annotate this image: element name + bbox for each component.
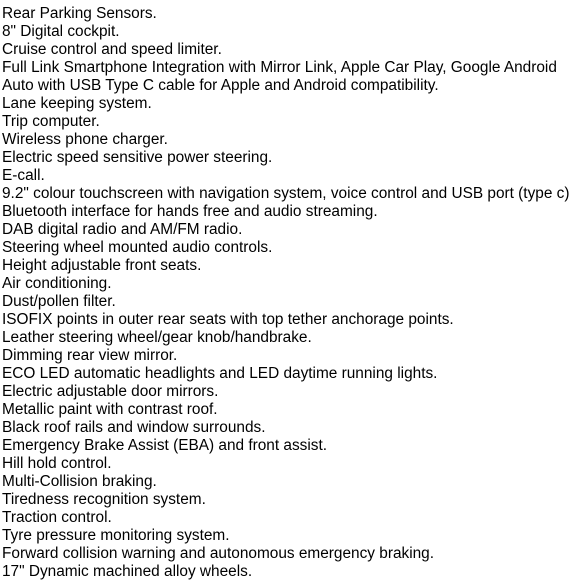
feature-item: ECO LED automatic headlights and LED daytime running lights.: [2, 365, 438, 382]
feature-item: Rear Parking Sensors.: [2, 5, 157, 22]
feature-item: Full Link Smartphone Integration with Mirror Link, Apple Car Play, Google Android: [2, 59, 557, 76]
feature-item: Tyre pressure monitoring system.: [2, 527, 230, 544]
feature-item: Steering wheel mounted audio controls.: [2, 239, 273, 256]
feature-item: Hill hold control.: [2, 455, 112, 472]
feature-item: Bluetooth interface for hands free and audio streaming.: [2, 203, 378, 220]
feature-item: Forward collision warning and autonomous emergency braking.: [2, 545, 435, 562]
feature-item: Leather steering wheel/gear knob/handbrake.: [2, 329, 312, 346]
feature-item: Electric adjustable door mirrors.: [2, 383, 219, 400]
feature-item: 9.2" colour touchscreen with navigation system, voice control and USB port (type c): [2, 185, 570, 202]
feature-item: E-call.: [2, 167, 45, 184]
feature-item: Cruise control and speed limiter.: [2, 41, 222, 58]
feature-item: Emergency Brake Assist (EBA) and front assist.: [2, 437, 328, 454]
feature-item: 8" Digital cockpit.: [2, 23, 120, 40]
feature-item: Metallic paint with contrast roof.: [2, 401, 218, 418]
feature-item: DAB digital radio and AM/FM radio.: [2, 221, 243, 238]
feature-item: Air conditioning.: [2, 275, 112, 292]
feature-item: Traction control.: [2, 509, 112, 526]
feature-item: Electric speed sensitive power steering.: [2, 149, 273, 166]
feature-item: Wireless phone charger.: [2, 131, 168, 148]
feature-item: Height adjustable front seats.: [2, 257, 202, 274]
feature-item: ISOFIX points in outer rear seats with top tether anchorage points.: [2, 311, 454, 328]
feature-item: Multi-Collision braking.: [2, 473, 157, 490]
feature-item: Dimming rear view mirror.: [2, 347, 178, 364]
feature-item: 17" Dynamic machined alloy wheels.: [2, 563, 253, 580]
feature-item: Dust/pollen filter.: [2, 293, 116, 310]
feature-item: Trip computer.: [2, 113, 100, 130]
feature-item: Lane keeping system.: [2, 95, 152, 112]
feature-item: Tiredness recognition system.: [2, 491, 206, 508]
feature-item: Auto with USB Type C cable for Apple and Android compatibility.: [2, 77, 439, 94]
feature-list: [2, 5, 574, 581]
feature-item: Black roof rails and window surrounds.: [2, 419, 266, 436]
